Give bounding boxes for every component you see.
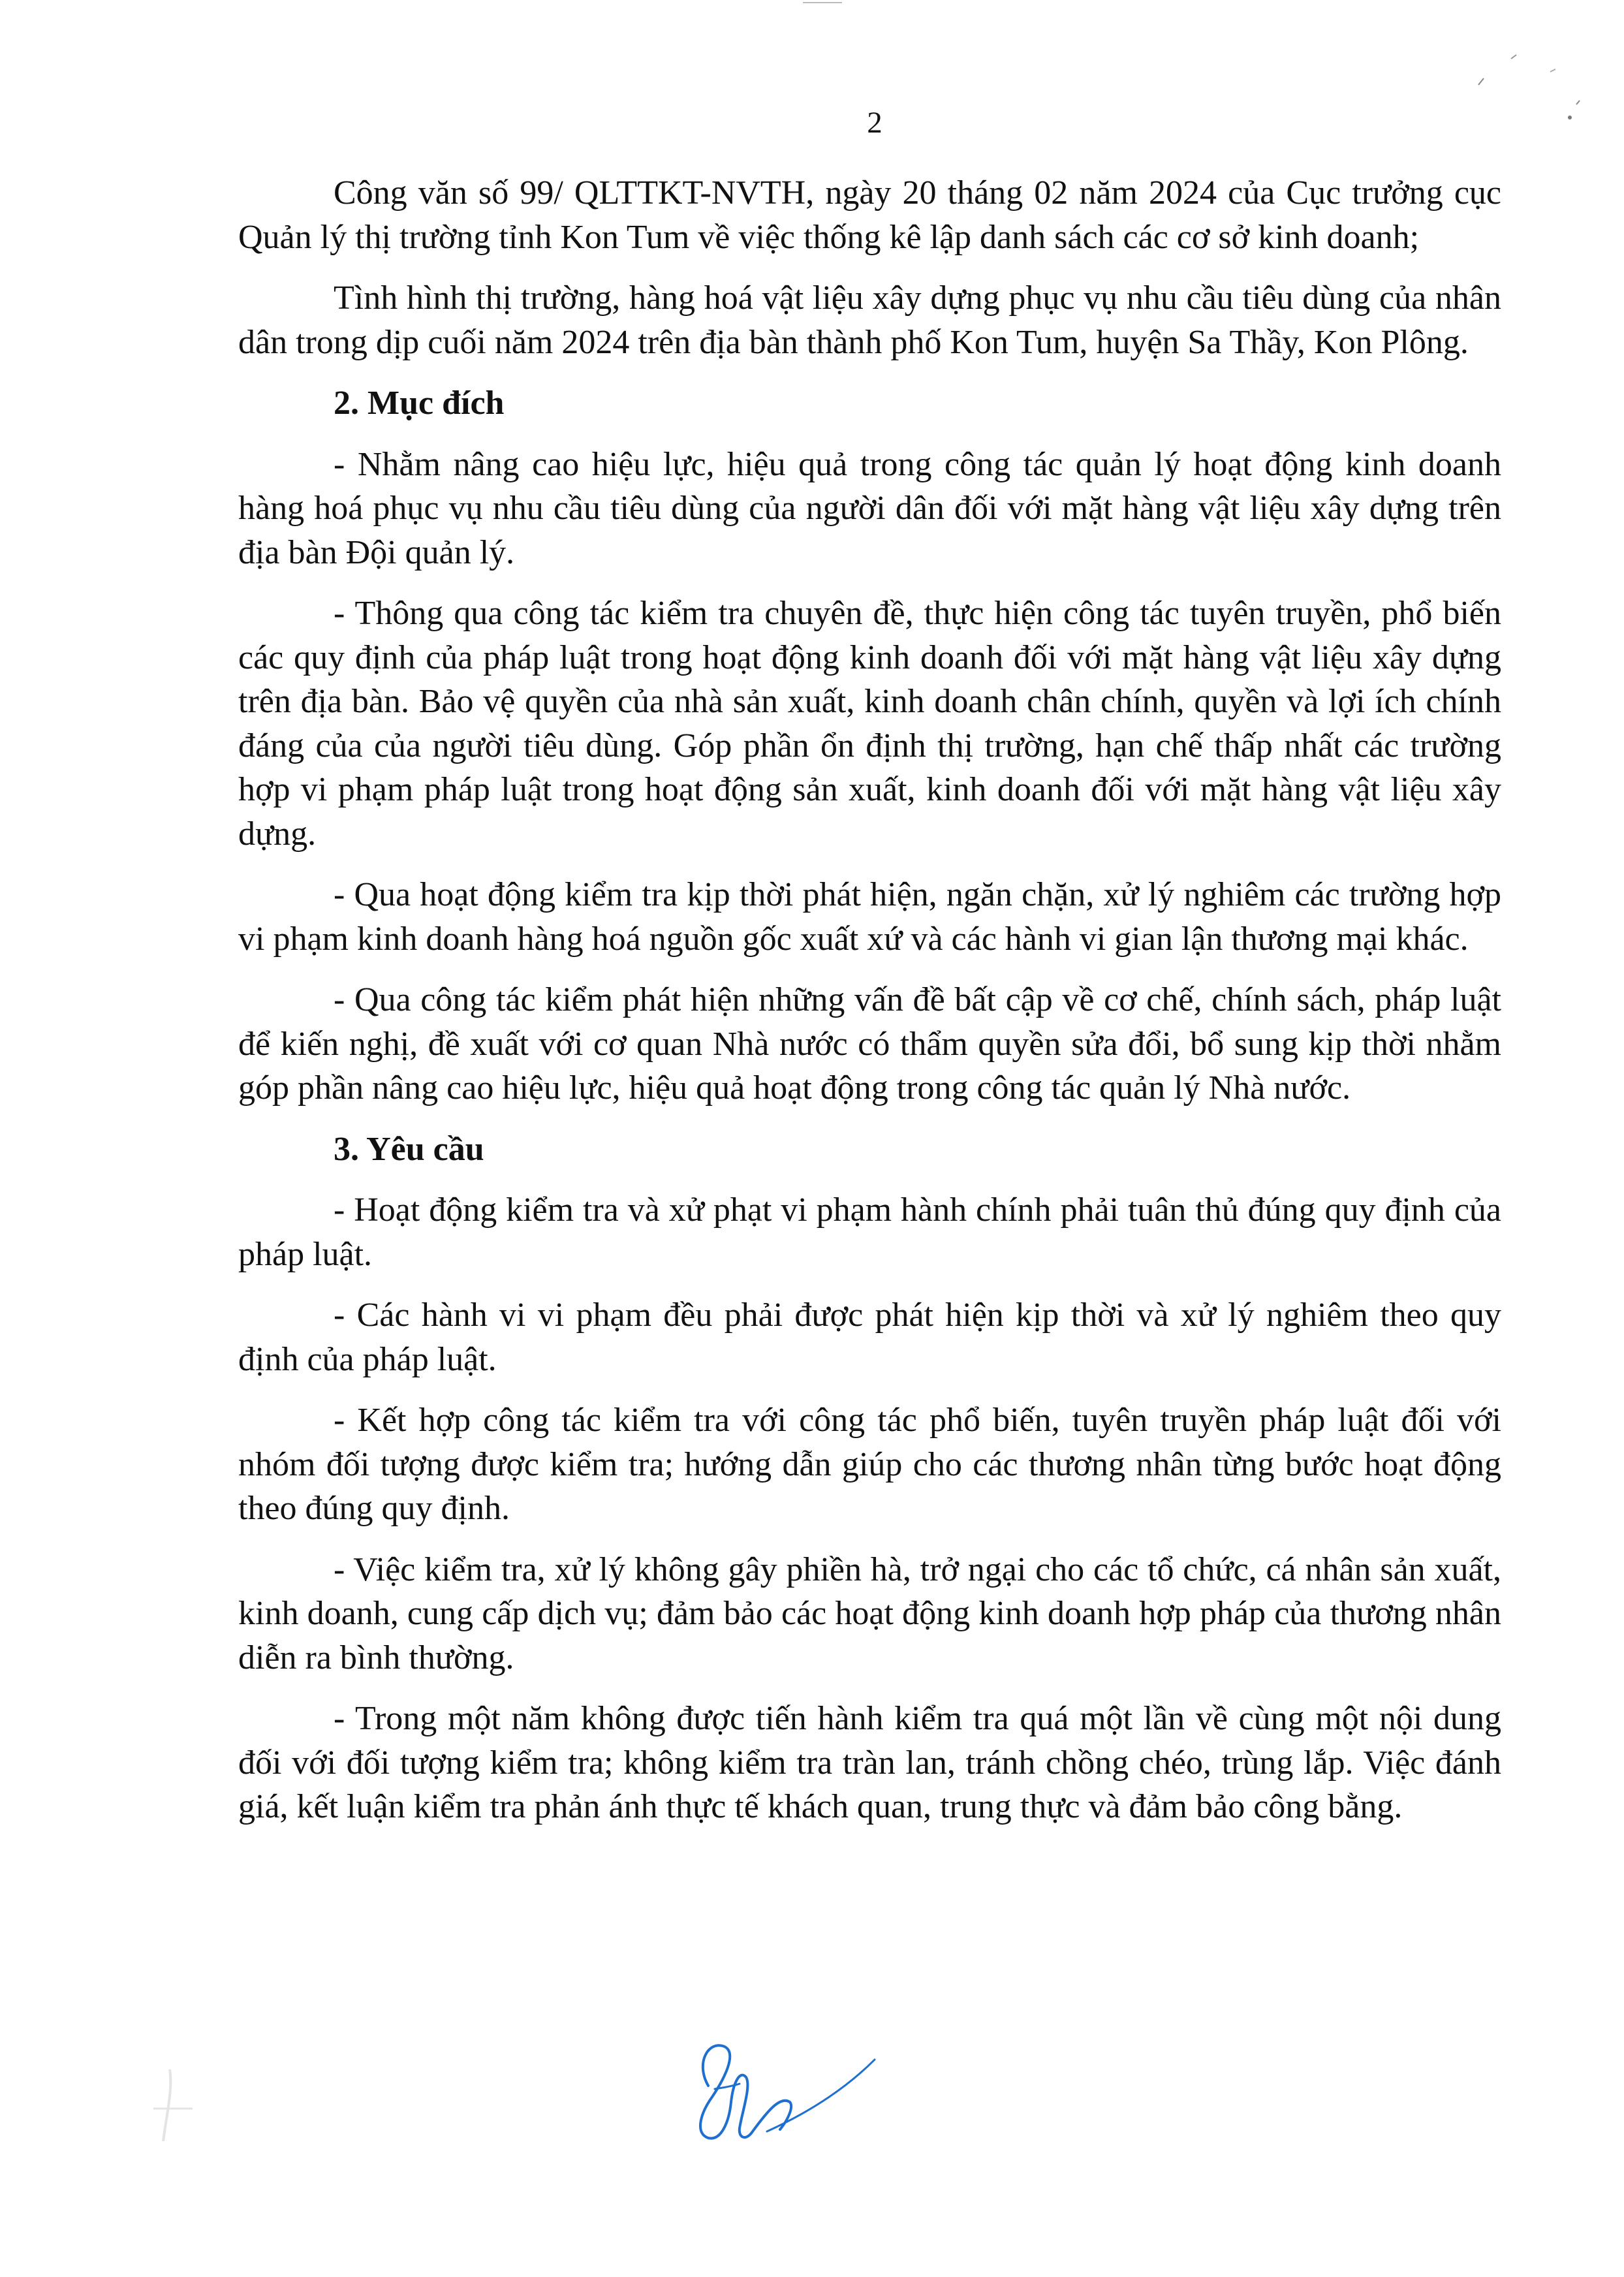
scan-artifact-marks — [1472, 33, 1589, 144]
faint-bleed-mark — [134, 2063, 206, 2148]
section-heading: 3. Yêu cầu — [334, 1130, 484, 1168]
body-paragraph: Tình hình thị trường, hàng hoá vật liệu xây dựng phục vụ nhu cầu tiêu dùng của nhân dân trong dịp cuối năm 2024 trên địa bàn thành phố Kon Tum, huyện Sa Thầy, Kon Plông. — [238, 279, 1501, 361]
section-heading: 2. Mục đích — [334, 385, 505, 422]
document-body — [238, 171, 1501, 1846]
body-paragraph: - Hoạt động kiểm tra và xử phạt vi phạm hành chính phải tuân thủ đúng quy định của pháp luật. — [238, 1191, 1501, 1273]
body-paragraph: - Qua hoạt động kiểm tra kịp thời phát hiện, ngăn chặn, xử lý nghiêm các trường hợp vi phạm kinh doanh hàng hoá nguồn gốc xuất xứ và các hành vi gian lận thương mại khác. — [238, 876, 1501, 958]
body-paragraph: - Nhằm nâng cao hiệu lực, hiệu quả trong công tác quản lý hoạt động kinh doanh hàng hoá phục vụ nhu cầu tiêu dùng của người dân đối với mặt hàng vật liệu xây dựng trên địa bàn Đội quản lý. — [238, 445, 1501, 571]
body-paragraph: - Trong một năm không được tiến hành kiểm tra quá một lần về cùng một nội dung đối với đối tượng kiểm tra; không kiểm tra tràn lan, tránh chồng chéo, trùng lắp. Việc đánh giá, kết luận kiểm tra phản ánh thực tế khách quan, trung thực và đảm bảo công bằng. — [238, 1700, 1501, 1825]
body-paragraph: - Qua công tác kiểm phát hiện những vấn đề bất cập về cơ chế, chính sách, pháp luật để kiến nghị, đề xuất với cơ quan Nhà nước có thẩm quyền sửa đổi, bổ sung kịp thời nhằm góp phần nâng cao hiệu lực, hiệu quả hoạt động trong công tác quản lý Nhà nước. — [238, 981, 1501, 1107]
body-paragraph: Công văn số 99/ QLTTKT-NVTH, ngày 20 tháng 02 năm 2024 của Cục trưởng cục Quản lý thị trường tỉnh Kon Tum về việc thống kê lập danh sách các cơ sở kinh doanh; — [238, 174, 1501, 256]
scan-edge-mark — [803, 0, 842, 7]
body-paragraph: - Kết hợp công tác kiểm tra với công tác phổ biến, tuyên truyền pháp luật đối với nhóm đối tượng được kiểm tra; hướng dẫn giúp cho các thương nhân từng bước hoạt động theo đúng quy định. — [238, 1402, 1501, 1527]
page-number: 2 — [867, 106, 882, 140]
handwritten-signature-icon — [669, 2024, 884, 2154]
body-paragraph: - Thông qua công tác kiểm tra chuyên đề, thực hiện công tác tuyên truyền, phổ biến các quy định của pháp luật trong hoạt động kinh doanh đối với mặt hàng vật liệu xây dựng trên địa bàn. Bảo vệ quyền của nhà sản xuất, kinh doanh chân chính, quyền và lợi ích chính đáng của của người tiêu dùng. Góp phần ổn định thị trường, hạn chế thấp nhất các trường hợp vi phạm pháp luật trong hoạt động sản xuất, kinh doanh đối với mặt hàng vật liệu xây dựng. — [238, 595, 1501, 853]
body-paragraph: - Các hành vi vi phạm đều phải được phát hiện kịp thời và xử lý nghiêm theo quy định của pháp luật. — [238, 1296, 1501, 1378]
body-paragraph: - Việc kiểm tra, xử lý không gây phiền hà, trở ngại cho các tổ chức, cá nhân sản xuất, kinh doanh, cung cấp dịch vụ; đảm bảo các hoạt động kinh doanh hợp pháp của thương nhân diễn ra bình thường. — [238, 1550, 1501, 1676]
